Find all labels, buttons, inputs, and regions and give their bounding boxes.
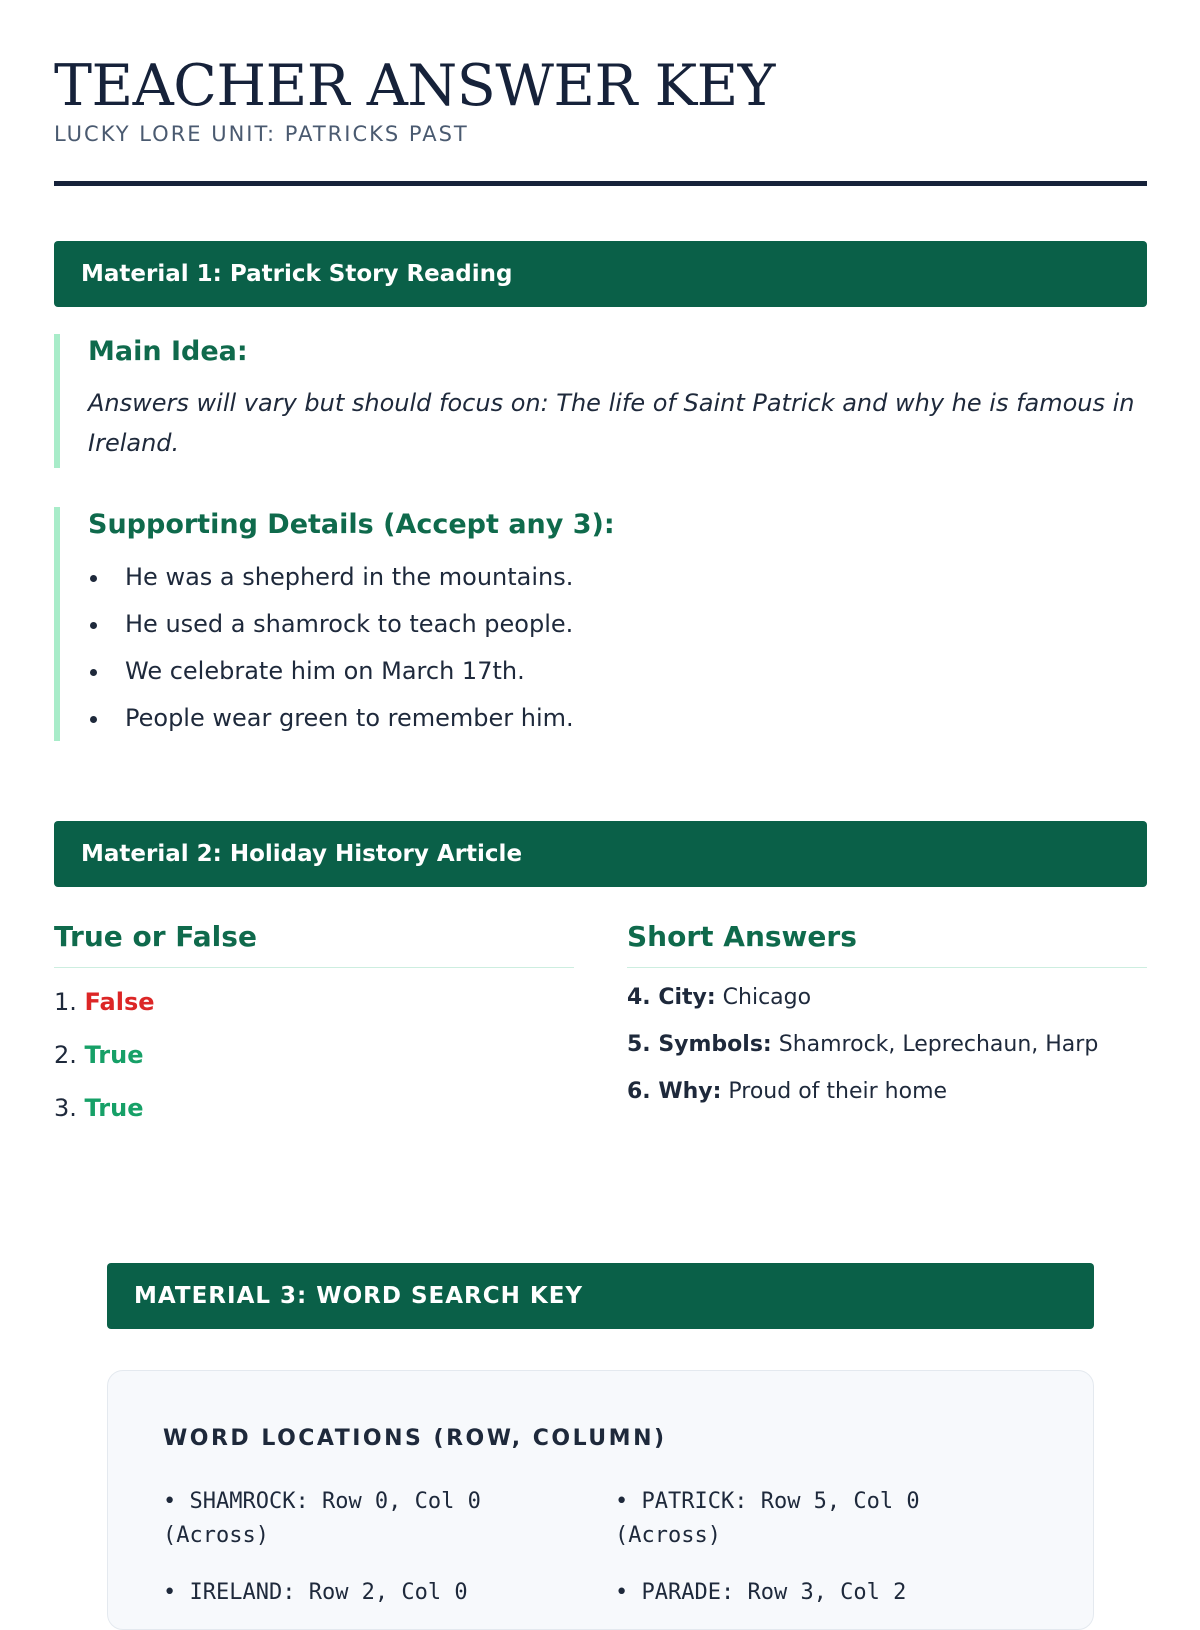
word-location-shamrock: • SHAMROCK: Row 0, Col 0 (Across) <box>163 1485 543 1553</box>
main-idea-text: Answers will vary but should focus on: The life of Saint Patrick and why he is famous in Ireland. <box>88 389 1135 458</box>
answer-false: False <box>84 988 155 1016</box>
page-subtitle: LUCKY LORE UNIT: PATRICKS PAST <box>54 122 469 146</box>
supporting-details-heading: Supporting Details (Accept any 3): <box>88 509 615 540</box>
list-item: We celebrate him on March 17th. <box>88 648 1147 695</box>
short-answer-6 <box>627 1079 947 1105</box>
list-item: He was a shepherd in the mountains. <box>88 554 1147 601</box>
short-answer-5 <box>627 1032 1098 1058</box>
short-answers-divider <box>627 967 1147 968</box>
answer-label: 4. City: <box>627 985 716 1010</box>
supporting-details-list <box>88 554 1147 742</box>
answer-label: 6. Why: <box>627 1079 722 1104</box>
material-2-banner: Material 2: Holiday History Article <box>54 821 1147 887</box>
true-false-divider <box>54 967 574 968</box>
main-idea-block <box>54 334 1147 468</box>
material-1-banner: Material 1: Patrick Story Reading <box>54 241 1147 307</box>
word-locations-card <box>107 1370 1094 1630</box>
main-idea-heading: Main Idea: <box>88 336 248 367</box>
true-false-heading: True or False <box>54 920 257 953</box>
answer-true: True <box>84 1094 144 1122</box>
true-false-item-3 <box>54 1094 143 1123</box>
short-answers-heading: Short Answers <box>627 920 857 953</box>
page-title: TEACHER ANSWER KEY <box>54 53 775 119</box>
answer-value: Chicago <box>722 985 812 1010</box>
answer-value: Shamrock, Leprechaun, Harp <box>778 1032 1099 1057</box>
material-3-banner: MATERIAL 3: WORD SEARCH KEY <box>107 1263 1094 1329</box>
true-false-item-2 <box>54 1041 143 1070</box>
item-number: 1. <box>54 988 77 1016</box>
title-divider <box>54 181 1147 186</box>
word-locations-heading: WORD LOCATIONS (ROW, COLUMN) <box>163 1426 667 1451</box>
short-answer-4 <box>627 985 811 1011</box>
supporting-details-block <box>54 507 1147 741</box>
answer-true: True <box>84 1041 144 1069</box>
answer-value: Proud of their home <box>728 1079 948 1104</box>
list-item: He used a shamrock to teach people. <box>88 601 1147 648</box>
word-location-patrick: • PATRICK: Row 5, Col 0 (Across) <box>615 1485 995 1553</box>
answer-label: 5. Symbols: <box>627 1032 772 1057</box>
item-number: 2. <box>54 1041 77 1069</box>
item-number: 3. <box>54 1094 77 1122</box>
word-location-parade: • PARADE: Row 3, Col 2 <box>615 1576 995 1610</box>
true-false-item-1 <box>54 988 155 1017</box>
word-location-ireland: • IRELAND: Row 2, Col 0 <box>163 1576 543 1610</box>
list-item: People wear green to remember him. <box>88 695 1147 742</box>
